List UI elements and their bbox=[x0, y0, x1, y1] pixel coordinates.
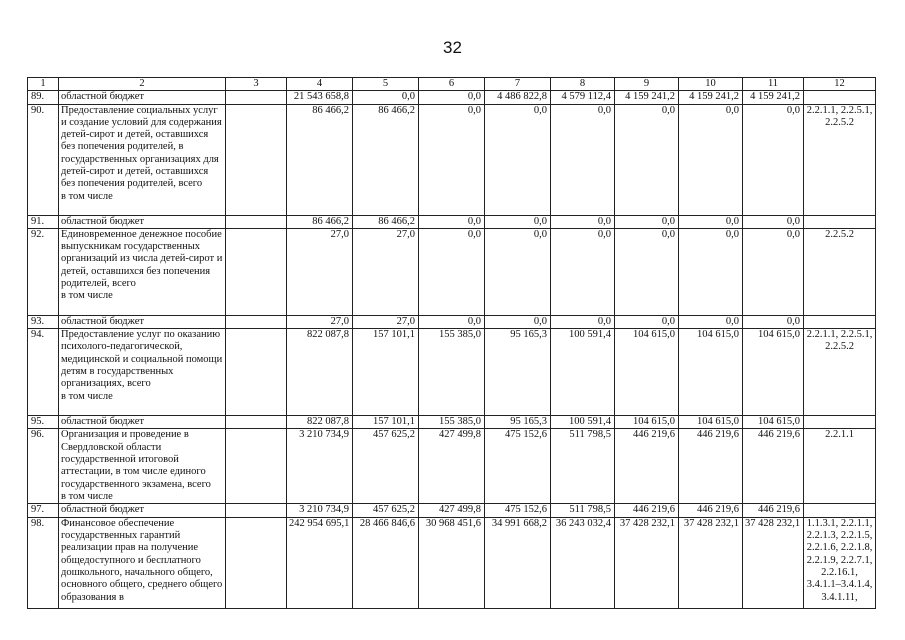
amount-cell: 155 385,0 bbox=[419, 329, 485, 416]
row-reference: 2.2.1.1 bbox=[804, 429, 876, 504]
row-reference bbox=[804, 504, 876, 517]
amount-cell: 0,0 bbox=[551, 315, 615, 328]
amount-cell: 86 466,2 bbox=[353, 104, 419, 215]
column-header: 2 bbox=[59, 78, 226, 91]
row-description: Предоставление социальных услуг и создание условий для содержания детей-сирот и детей, оставшихся без попечения родителей, в государственных организациях для детей-сирот и детей, оставшихся без попечения родителей, всего в том числе bbox=[59, 104, 226, 215]
amount-cell: 27,0 bbox=[287, 315, 353, 328]
amount-cell: 0,0 bbox=[615, 215, 679, 228]
row-number: 90. bbox=[28, 104, 59, 215]
amount-cell bbox=[226, 416, 287, 429]
amount-cell: 0,0 bbox=[743, 315, 804, 328]
row-reference: 2.2.5.2 bbox=[804, 228, 876, 315]
amount-cell: 100 591,4 bbox=[551, 416, 615, 429]
amount-cell: 0,0 bbox=[615, 104, 679, 215]
amount-cell: 0,0 bbox=[419, 104, 485, 215]
amount-cell: 36 243 032,4 bbox=[551, 517, 615, 608]
amount-cell: 475 152,6 bbox=[485, 429, 551, 504]
amount-cell: 104 615,0 bbox=[743, 416, 804, 429]
table-row bbox=[28, 329, 876, 416]
amount-cell: 86 466,2 bbox=[287, 215, 353, 228]
amount-cell: 95 165,3 bbox=[485, 416, 551, 429]
row-reference: 2.2.1.1, 2.2.5.1, 2.2.5.2 bbox=[804, 329, 876, 416]
row-number: 98. bbox=[28, 517, 59, 608]
column-header: 11 bbox=[743, 78, 804, 91]
amount-cell: 427 499,8 bbox=[419, 504, 485, 517]
column-header: 5 bbox=[353, 78, 419, 91]
amount-cell: 104 615,0 bbox=[679, 329, 743, 416]
amount-cell: 0,0 bbox=[743, 215, 804, 228]
amount-cell: 0,0 bbox=[353, 91, 419, 104]
amount-cell: 0,0 bbox=[743, 228, 804, 315]
row-description: областной бюджет bbox=[59, 215, 226, 228]
row-description: областной бюджет bbox=[59, 416, 226, 429]
amount-cell bbox=[226, 104, 287, 215]
amount-cell: 157 101,1 bbox=[353, 416, 419, 429]
column-header: 8 bbox=[551, 78, 615, 91]
amount-cell: 0,0 bbox=[485, 104, 551, 215]
row-number: 96. bbox=[28, 429, 59, 504]
amount-cell: 457 625,2 bbox=[353, 504, 419, 517]
amount-cell: 0,0 bbox=[679, 315, 743, 328]
column-header: 9 bbox=[615, 78, 679, 91]
amount-cell: 0,0 bbox=[679, 104, 743, 215]
amount-cell: 155 385,0 bbox=[419, 416, 485, 429]
amount-cell: 0,0 bbox=[615, 228, 679, 315]
amount-cell: 242 954 695,1 bbox=[287, 517, 353, 608]
amount-cell: 446 219,6 bbox=[743, 429, 804, 504]
amount-cell bbox=[226, 329, 287, 416]
amount-cell: 100 591,4 bbox=[551, 329, 615, 416]
amount-cell: 95 165,3 bbox=[485, 329, 551, 416]
amount-cell: 3 210 734,9 bbox=[287, 429, 353, 504]
amount-cell bbox=[226, 215, 287, 228]
amount-cell: 0,0 bbox=[485, 315, 551, 328]
amount-cell: 0,0 bbox=[419, 315, 485, 328]
amount-cell: 4 486 822,8 bbox=[485, 91, 551, 104]
amount-cell: 475 152,6 bbox=[485, 504, 551, 517]
column-header: 6 bbox=[419, 78, 485, 91]
row-number: 89. bbox=[28, 91, 59, 104]
amount-cell: 157 101,1 bbox=[353, 329, 419, 416]
row-description: Организация и проведение в Свердловской области государственной итоговой аттестации, в том числе единого государственного экзамена, всего в том числе bbox=[59, 429, 226, 504]
amount-cell: 446 219,6 bbox=[615, 429, 679, 504]
amount-cell: 4 159 241,2 bbox=[743, 91, 804, 104]
amount-cell: 3 210 734,9 bbox=[287, 504, 353, 517]
budget-table bbox=[27, 77, 876, 609]
row-number: 95. bbox=[28, 416, 59, 429]
amount-cell bbox=[226, 504, 287, 517]
amount-cell: 0,0 bbox=[679, 228, 743, 315]
amount-cell: 511 798,5 bbox=[551, 429, 615, 504]
row-reference: 2.2.1.1, 2.2.5.1, 2.2.5.2 bbox=[804, 104, 876, 215]
column-header: 7 bbox=[485, 78, 551, 91]
row-number: 94. bbox=[28, 329, 59, 416]
amount-cell: 104 615,0 bbox=[615, 416, 679, 429]
row-reference bbox=[804, 91, 876, 104]
amount-cell: 27,0 bbox=[353, 315, 419, 328]
amount-cell: 104 615,0 bbox=[679, 416, 743, 429]
amount-cell: 0,0 bbox=[615, 315, 679, 328]
column-header: 4 bbox=[287, 78, 353, 91]
table-row bbox=[28, 517, 876, 608]
table-row bbox=[28, 91, 876, 104]
table-row bbox=[28, 104, 876, 215]
row-description: Финансовое обеспечение государственных гарантий реализации прав на получение общедоступного и бесплатного дошкольного, начального общего, основного общего, среднего общего образования в bbox=[59, 517, 226, 608]
row-description: Предоставление услуг по оказанию психолого-педагогической, медицинской и социальной помощи детям в государственных организациях, всего в том числе bbox=[59, 329, 226, 416]
row-description: Единовременное денежное пособие выпускникам государственных организаций из числа детей-сирот и детей, оставшихся без попечения родителей, всего в том числе bbox=[59, 228, 226, 315]
column-header: 10 bbox=[679, 78, 743, 91]
amount-cell: 104 615,0 bbox=[743, 329, 804, 416]
amount-cell: 104 615,0 bbox=[615, 329, 679, 416]
column-header: 1 bbox=[28, 78, 59, 91]
amount-cell: 86 466,2 bbox=[287, 104, 353, 215]
amount-cell: 457 625,2 bbox=[353, 429, 419, 504]
amount-cell bbox=[226, 517, 287, 608]
table-row bbox=[28, 416, 876, 429]
amount-cell: 4 579 112,4 bbox=[551, 91, 615, 104]
amount-cell: 822 087,8 bbox=[287, 416, 353, 429]
row-description: областной бюджет bbox=[59, 504, 226, 517]
amount-cell: 4 159 241,2 bbox=[615, 91, 679, 104]
row-number: 97. bbox=[28, 504, 59, 517]
column-header: 12 bbox=[804, 78, 876, 91]
row-reference bbox=[804, 315, 876, 328]
amount-cell: 446 219,6 bbox=[679, 429, 743, 504]
amount-cell bbox=[226, 315, 287, 328]
amount-cell: 37 428 232,1 bbox=[679, 517, 743, 608]
amount-cell: 37 428 232,1 bbox=[743, 517, 804, 608]
amount-cell: 34 991 668,2 bbox=[485, 517, 551, 608]
row-number: 91. bbox=[28, 215, 59, 228]
amount-cell: 446 219,6 bbox=[743, 504, 804, 517]
row-reference: 1.1.3.1, 2.2.1.1, 2.2.1.3, 2.2.1.5, 2.2.1.6, 2.2.1.8, 2.2.1.9, 2.2.7.1, 2.2.16.1, 3.4.1.1–3.4.1.4, 3.4.1.11, bbox=[804, 517, 876, 608]
amount-cell: 0,0 bbox=[485, 215, 551, 228]
amount-cell: 30 968 451,6 bbox=[419, 517, 485, 608]
amount-cell: 0,0 bbox=[743, 104, 804, 215]
table-row bbox=[28, 504, 876, 517]
amount-cell: 4 159 241,2 bbox=[679, 91, 743, 104]
amount-cell: 0,0 bbox=[419, 91, 485, 104]
row-reference bbox=[804, 215, 876, 228]
amount-cell: 427 499,8 bbox=[419, 429, 485, 504]
table-row bbox=[28, 215, 876, 228]
amount-cell: 0,0 bbox=[679, 215, 743, 228]
table-row bbox=[28, 315, 876, 328]
amount-cell: 0,0 bbox=[485, 228, 551, 315]
row-reference bbox=[804, 416, 876, 429]
row-number: 92. bbox=[28, 228, 59, 315]
amount-cell: 27,0 bbox=[287, 228, 353, 315]
column-header: 3 bbox=[226, 78, 287, 91]
amount-cell bbox=[226, 429, 287, 504]
amount-cell: 822 087,8 bbox=[287, 329, 353, 416]
amount-cell: 511 798,5 bbox=[551, 504, 615, 517]
amount-cell: 0,0 bbox=[551, 228, 615, 315]
amount-cell: 0,0 bbox=[419, 215, 485, 228]
amount-cell: 37 428 232,1 bbox=[615, 517, 679, 608]
row-description: областной бюджет bbox=[59, 315, 226, 328]
amount-cell: 0,0 bbox=[551, 215, 615, 228]
table-row bbox=[28, 228, 876, 315]
amount-cell: 28 466 846,6 bbox=[353, 517, 419, 608]
table-row bbox=[28, 429, 876, 504]
amount-cell bbox=[226, 91, 287, 104]
amount-cell: 0,0 bbox=[419, 228, 485, 315]
row-description: областной бюджет bbox=[59, 91, 226, 104]
row-number: 93. bbox=[28, 315, 59, 328]
amount-cell: 0,0 bbox=[551, 104, 615, 215]
amount-cell bbox=[226, 228, 287, 315]
amount-cell: 27,0 bbox=[353, 228, 419, 315]
amount-cell: 446 219,6 bbox=[615, 504, 679, 517]
amount-cell: 86 466,2 bbox=[353, 215, 419, 228]
amount-cell: 21 543 658,8 bbox=[287, 91, 353, 104]
table-header-row bbox=[28, 78, 876, 91]
amount-cell: 446 219,6 bbox=[679, 504, 743, 517]
page-number: 32 bbox=[443, 38, 462, 57]
